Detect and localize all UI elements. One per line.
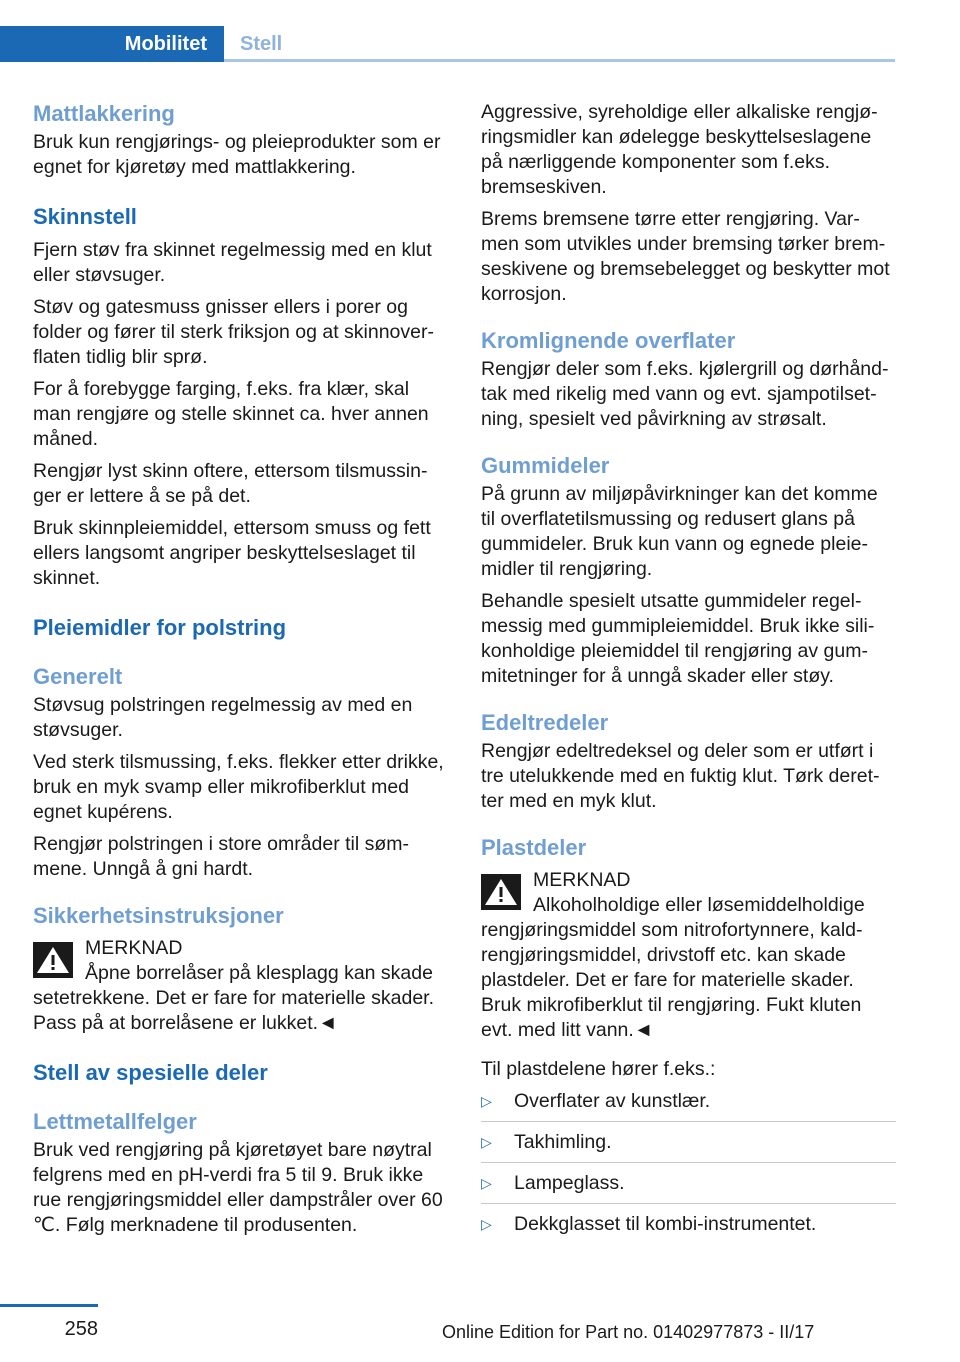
heading-stell-spesielle: Stell av spesielle deler: [33, 1060, 268, 1085]
heading-sikkerhet: Sikkerhetsinstruksjoner: [33, 903, 284, 928]
heading-plast: Plastdeler: [481, 835, 587, 860]
warning-block: [33, 936, 448, 1036]
warning-icon: [481, 874, 521, 910]
paragraph: Aggressive, syreholdige eller alkaliske rengjø-ringsmidler kan ødelegge beskyttelseslagene på nærliggende komponenter som f.eks. bremseskiven.: [481, 101, 878, 198]
edition-footer: Online Edition for Part no. 01402977873 - II/17: [442, 1322, 815, 1342]
left-column: [33, 100, 448, 1245]
tab-underline: [224, 59, 895, 62]
paragraph: Rengjør deler som f.eks. kjølergrill og dørhånd-tak med rikelig med vann og evt. sjampotilset-ning, spesielt ved påvirkning av strøsalt.: [481, 358, 889, 430]
paragraph: På grunn av miljøpåvirkninger kan det komme til overflatetilsmussing og redusert glans på gummideler. Bruk kun vann og egnede pleie-midler til rengjøring.: [481, 483, 878, 580]
divider: [481, 1203, 896, 1204]
paragraph: Bruk kun rengjørings- og pleieprodukter som er egnet for kjøretøy med mattlakkering.: [33, 131, 441, 178]
tab-stell[interactable]: Stell: [240, 32, 283, 55]
paragraph: Støv og gatesmuss gnisser ellers i porer og folder og fører til sterk friksjon og at skinnover-flaten tidlig blir sprø.: [33, 296, 434, 368]
paragraph: Rengjør edeltredeksel og deler som er utført i tre utelukkende med en fuktig klut. Tørk deret-ter med en myk klut.: [481, 740, 880, 812]
warning-label: MERKNAD: [533, 869, 631, 891]
bullet-list: [481, 1089, 896, 1237]
list-intro: Til plastdelene hører f.eks.:: [481, 1058, 716, 1080]
warning-block: [481, 868, 896, 1043]
paragraph: Støvsug polstringen regelmessig av med en støvsuger.: [33, 694, 413, 741]
tab-bar: [0, 26, 895, 62]
paragraph: Rengjør polstringen i store områder til søm-mene. Unngå å gni hardt.: [33, 833, 410, 880]
paragraph: Bruk skinnpleiemiddel, ettersom smuss og fett ellers langsomt angriper beskyttelseslaget til skinnet.: [33, 517, 431, 589]
paragraph: Fjern støv fra skinnet regelmessig med en klut eller støvsuger.: [33, 239, 432, 286]
triangle-bullet-icon: ▷: [481, 1216, 492, 1232]
footer-rule: [0, 1304, 98, 1307]
list-item: ▷ Overflater av kunstlær.: [481, 1090, 711, 1112]
warning-text: Åpne borrelåser på klesplagg kan skade setetrekkene. Det er fare for materielle skader. Pass på at borrelåsene er lukket.◄: [33, 962, 435, 1034]
heading-gummi: Gummideler: [481, 453, 610, 478]
warning-label: MERKNAD: [85, 937, 183, 959]
heading-generelt: Generelt: [33, 664, 123, 689]
heading-skinnstell: Skinnstell: [33, 204, 137, 229]
paragraph: Bruk ved rengjøring på kjøretøyet bare nøytral felgrens med en pH-verdi fra 5 til 9. Bruk ikke rue rengjøringsmiddel eller dampstråler over 60 ℃. Følg merknadene til produsenten.: [33, 1139, 443, 1236]
heading-mattlakkering: Mattlakkering: [33, 101, 175, 126]
triangle-bullet-icon: ▷: [481, 1093, 492, 1109]
divider: [481, 1121, 896, 1122]
heading-edeltre: Edeltredeler: [481, 710, 609, 735]
paragraph: Behandle spesielt utsatte gummideler regel-messig med gummipleiemiddel. Bruk ikke sili-konholdige pleiemiddel til rengjøring av gum-mitetninger for å unngå skader eller støy.: [481, 590, 875, 687]
tab-mobilitet[interactable]: Mobilitet: [0, 26, 224, 62]
heading-lettmetall: Lettmetallfelger: [33, 1109, 197, 1134]
page-number: 258: [64, 1318, 98, 1340]
right-column: [481, 100, 896, 1244]
triangle-bullet-icon: ▷: [481, 1134, 492, 1150]
warning-icon: [33, 942, 73, 978]
divider: [481, 1162, 896, 1163]
warning-text: Alkoholholdige eller løsemiddelholdige rengjøringsmiddel som nitrofortynnere, kald-rengjøringsmiddel, drivstoff etc. kan skade plastdeler. Det er fare for materielle skader. Bruk mikrofiberklut til rengjøring. Fukt kluten evt. med litt vann.◄: [481, 894, 865, 1041]
paragraph: Ved sterk tilsmussing, f.eks. flekker etter drikke, bruk en myk svamp eller mikrofiberklut med egnet kupérens.: [33, 751, 444, 823]
triangle-bullet-icon: ▷: [481, 1175, 492, 1191]
list-item: ▷ Lampeglass.: [481, 1172, 625, 1194]
list-item: ▷ Dekkglasset til kombi-instrumentet.: [481, 1213, 817, 1235]
heading-pleiemidler: Pleiemidler for polstring: [33, 615, 287, 640]
paragraph: For å forebygge farging, f.eks. fra klær, skal man rengjøre og stelle skinnet ca. hver annen måned.: [33, 378, 429, 450]
list-item: ▷ Takhimling.: [481, 1131, 612, 1153]
paragraph: Rengjør lyst skinn oftere, ettersom tilsmussin-ger er lettere å se på det.: [33, 460, 428, 507]
paragraph: Brems bremsene tørre etter rengjøring. Var-men som utvikles under bremsing tørker brem-seskivene og bremsebelegget og beskytter mot korrosjon.: [481, 208, 890, 305]
heading-krom: Kromlignende overflater: [481, 328, 736, 353]
